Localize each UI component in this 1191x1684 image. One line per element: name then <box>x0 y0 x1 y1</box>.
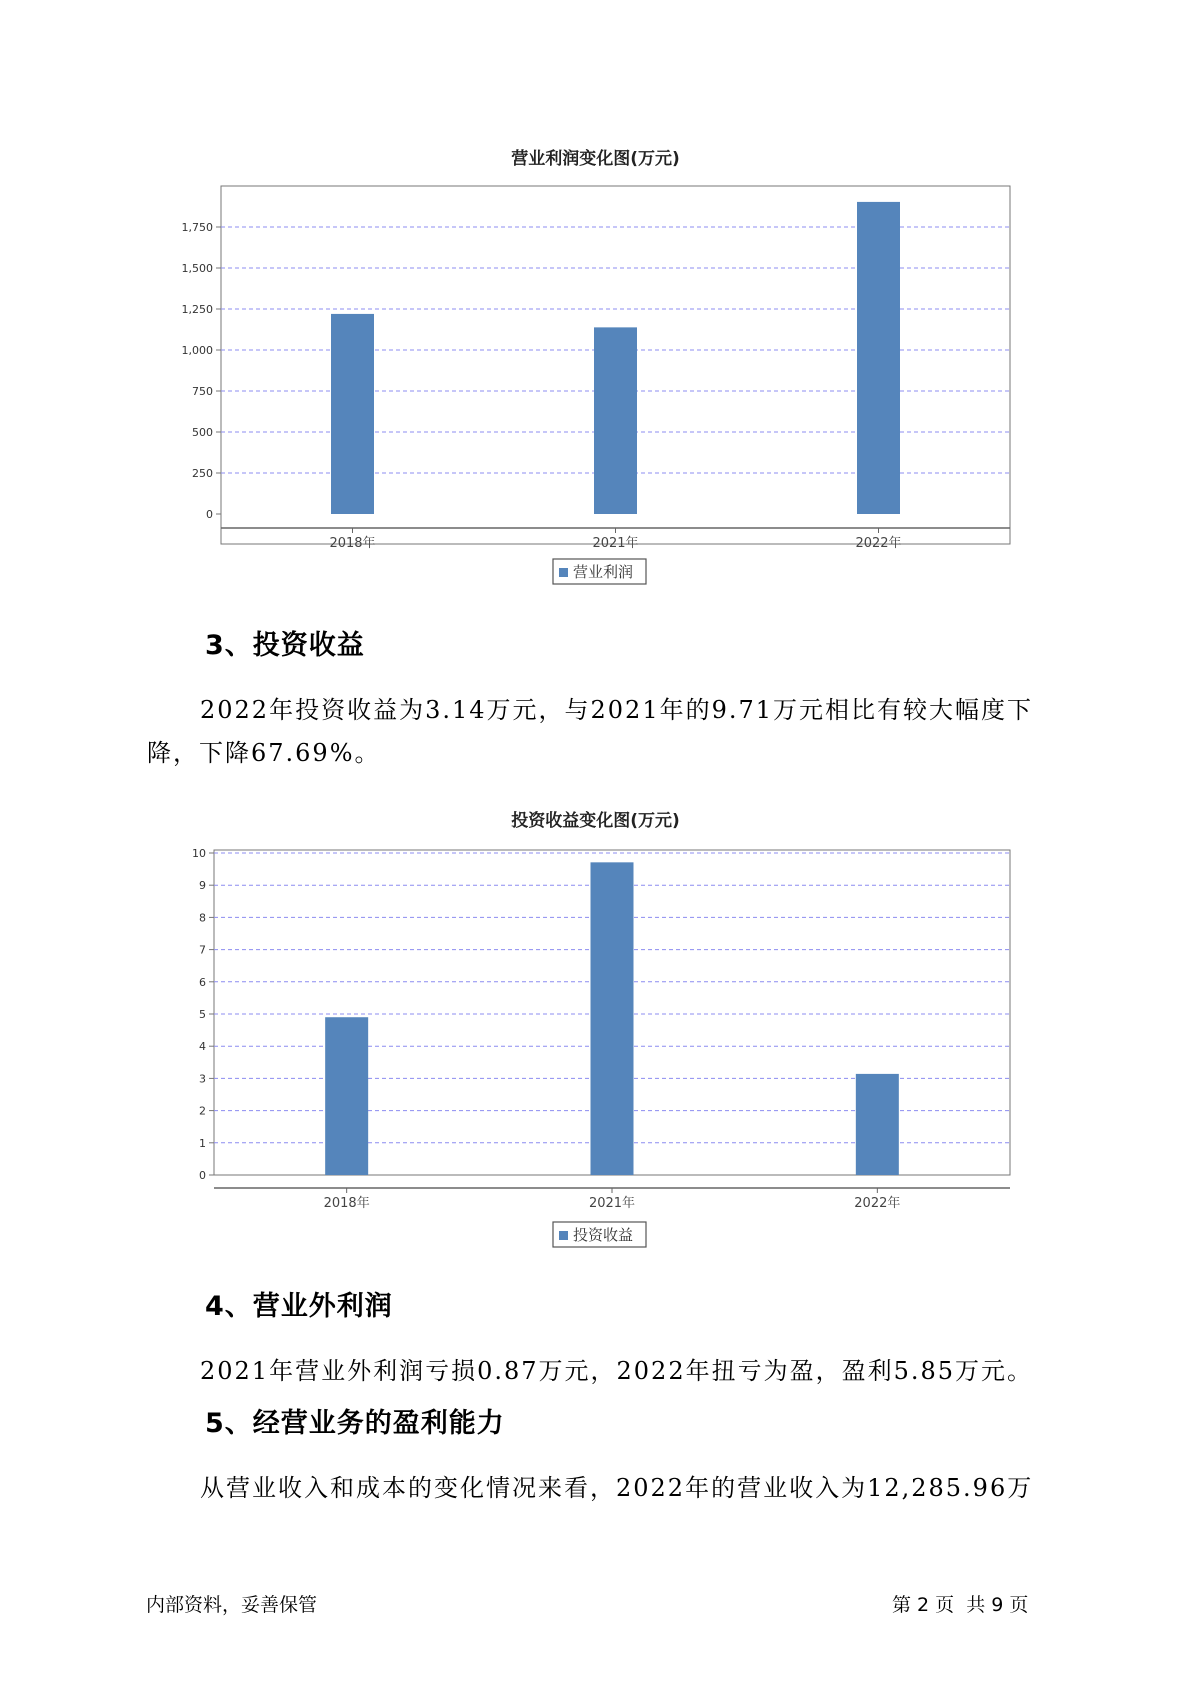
y-tick-label: 2 <box>199 1104 206 1118</box>
y-tick-label: 6 <box>199 975 206 989</box>
legend-label: 投资收益 <box>573 1226 634 1244</box>
bar <box>325 1017 368 1175</box>
y-tick-label: 1 <box>199 1136 206 1150</box>
y-tick-label: 1,250 <box>181 303 213 316</box>
x-tick-label: 2018年 <box>329 536 376 551</box>
chart1-title: 营业利润变化图(万元) <box>511 149 680 169</box>
section5-paragraph: 从营业收入和成本的变化情况来看，2022年的营业收入为12,285.96万 <box>200 1474 1034 1502</box>
bar <box>856 1074 899 1175</box>
y-tick-label: 1,000 <box>181 344 213 357</box>
y-tick-label: 8 <box>199 911 206 925</box>
y-tick-label: 9 <box>199 879 206 893</box>
section3-paragraph-line2: 降，下降67.69%。 <box>147 739 381 767</box>
y-tick-label: 750 <box>192 385 213 398</box>
section4-heading: 4、营业外利润 <box>205 1291 393 1322</box>
chart2-title: 投资收益变化图(万元) <box>511 811 680 831</box>
x-tick-label: 2021年 <box>592 536 639 551</box>
x-tick-label: 2022年 <box>854 1196 901 1211</box>
x-tick-label: 2018年 <box>323 1196 370 1211</box>
y-tick-label: 10 <box>192 847 206 860</box>
y-tick-label: 7 <box>199 943 206 957</box>
y-tick-label: 250 <box>192 467 213 480</box>
section5-heading: 5、经营业务的盈利能力 <box>205 1408 505 1439</box>
bar <box>591 862 634 1175</box>
y-tick-label: 0 <box>199 1169 206 1182</box>
legend-label: 营业利润 <box>573 563 634 581</box>
footer-confidential: 内部资料，妥善保管 <box>146 1594 318 1616</box>
x-tick-label: 2022年 <box>855 536 902 551</box>
x-tick-label: 2021年 <box>588 1196 636 1211</box>
y-tick-label: 4 <box>199 1040 206 1054</box>
section3-paragraph-line1: 2022年投资收益为3.14万元，与2021年的9.71万元相比有较大幅度下 <box>200 696 1034 724</box>
y-tick-label: 3 <box>199 1072 206 1086</box>
y-tick-label: 5 <box>199 1008 206 1021</box>
section3-heading: 3、投资收益 <box>205 630 365 661</box>
y-tick-label: 0 <box>206 508 213 521</box>
footer-page-number: 第 2 页 共 9 页 <box>892 1594 1029 1616</box>
y-tick-label: 1,500 <box>181 262 213 275</box>
y-tick-label: 500 <box>192 426 213 439</box>
y-tick-label: 1,750 <box>181 221 213 234</box>
section4-paragraph: 2021年营业外利润亏损0.87万元，2022年扭亏为盈，盈利5.85万元。 <box>200 1357 1034 1385</box>
legend-swatch <box>559 1231 568 1240</box>
